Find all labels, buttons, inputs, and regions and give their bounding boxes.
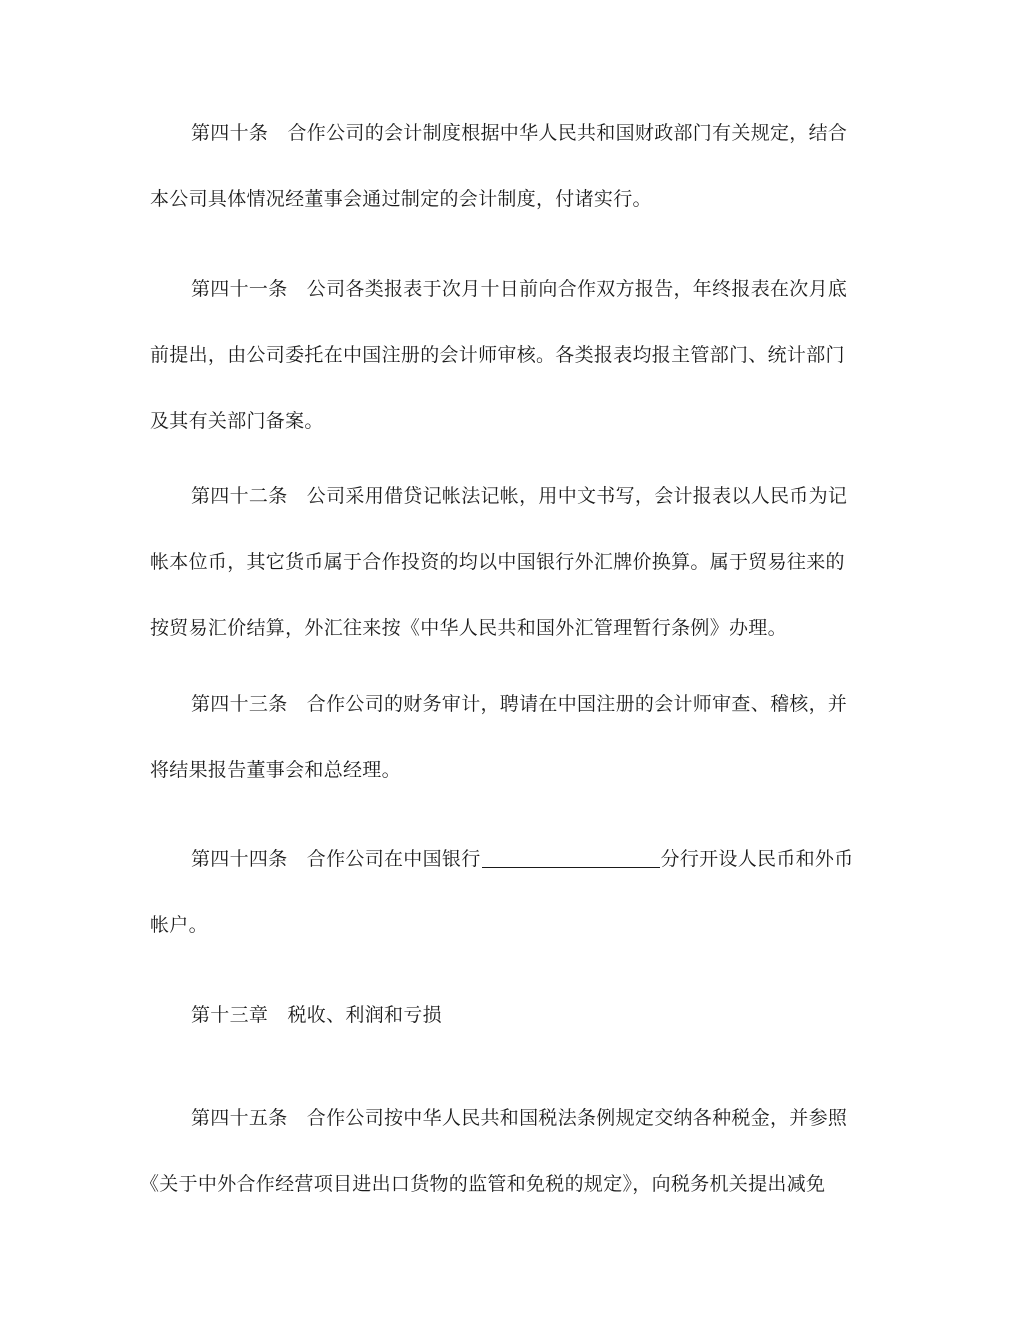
article-41 — [150, 256, 872, 454]
article-40-line-2: 本公司具体情况经董事会通过制定的会计制度，付诸实行。 — [150, 188, 652, 210]
article-41-line-2: 前提出，由公司委托在中国注册的会计师审核。各类报表均报主管部门、统计部门 — [150, 344, 845, 366]
article-44-line-2: 帐户。 — [150, 914, 208, 936]
article-40-line-1: 第四十条 合作公司的会计制度根据中华人民共和国财政部门有关规定，结合 — [191, 122, 848, 144]
article-45 — [140, 1085, 872, 1217]
article-43 — [150, 671, 872, 803]
article-45-line-1: 第四十五条 合作公司按中华人民共和国税法条例规定交纳各种税金，并参照 — [191, 1107, 848, 1129]
document-page — [140, 0, 872, 1320]
article-44 — [150, 826, 872, 958]
article-45-line-2: 《关于中外合作经营项目进出口货物的监管和免税的规定》，向税务机关提出减免 — [140, 1173, 826, 1195]
article-44-text-before-blank: 第四十四条 合作公司在中国银行 — [191, 848, 481, 870]
article-41-line-3: 及其有关部门备案。 — [150, 410, 324, 432]
article-44-line-1 — [150, 826, 872, 892]
article-41-line-1: 第四十一条 公司各类报表于次月十日前向合作双方报告，年终报表在次月底 — [191, 278, 848, 300]
chapter-13-heading — [150, 982, 872, 1048]
article-44-text-after-blank: 分行开设人民币和外币 — [660, 848, 854, 870]
article-40 — [150, 100, 872, 232]
bank-branch-blank — [482, 866, 660, 868]
article-42-line-3: 按贸易汇价结算，外汇往来按《中华人民共和国外汇管理暂行条例》办理。 — [150, 617, 787, 639]
article-43-line-1: 第四十三条 合作公司的财务审计，聘请在中国注册的会计师审查、稽核，并 — [191, 693, 848, 715]
article-42-line-1: 第四十二条 公司采用借贷记帐法记帐，用中文书写，会计报表以人民币为记 — [191, 485, 848, 507]
article-43-line-2: 将结果报告董事会和总经理。 — [150, 759, 401, 781]
chapter-13-title: 第十三章 税收、利润和亏损 — [191, 1004, 442, 1026]
article-42-line-2: 帐本位币，其它货币属于合作投资的均以中国银行外汇牌价换算。属于贸易往来的 — [150, 551, 845, 573]
article-42 — [150, 463, 872, 661]
